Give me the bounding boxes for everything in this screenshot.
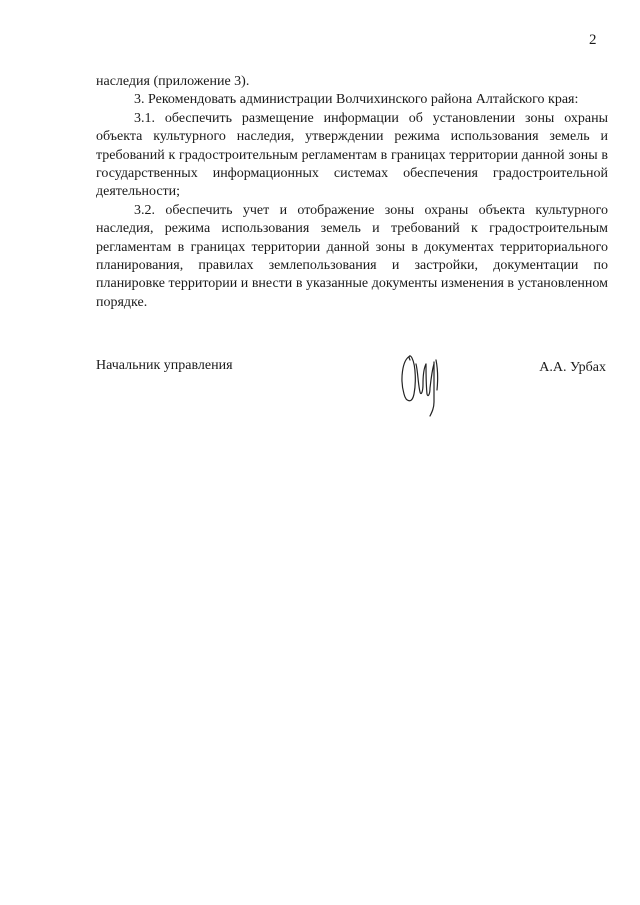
handwritten-signature (396, 350, 456, 422)
page-number: 2 (589, 32, 597, 48)
paragraph-item-3-2: 3.2. обеспечить учет и отображение зоны охраны объекта культурного наследия, режима использования земель и требований к градостроительным регламентам в границах территории данной зоны в документах территориального планирования, правилах землепользования и застройки, документации по планировке территории и внести в указанные документы изменения в установленном порядке. (96, 202, 608, 310)
paragraph-continuation: наследия (приложение 3). (96, 74, 250, 89)
paragraph-item-3: 3. Рекомендовать администрации Волчихинского района Алтайского края: (134, 92, 579, 108)
document-body (96, 73, 608, 312)
signature-block (96, 358, 606, 428)
paragraph-item-3-1: 3.1. обеспечить размещение информации об установлении зоны охраны объекта культурного наследия, утверждении режима использования земель и требований к градостроительным регламентам в границах территории данной зоны в государственных информационных системах обеспечения градостроительной деятельности; (96, 110, 608, 200)
signatory-name: А.А. Урбах (539, 360, 606, 375)
signatory-position: Начальник управления (96, 358, 233, 373)
